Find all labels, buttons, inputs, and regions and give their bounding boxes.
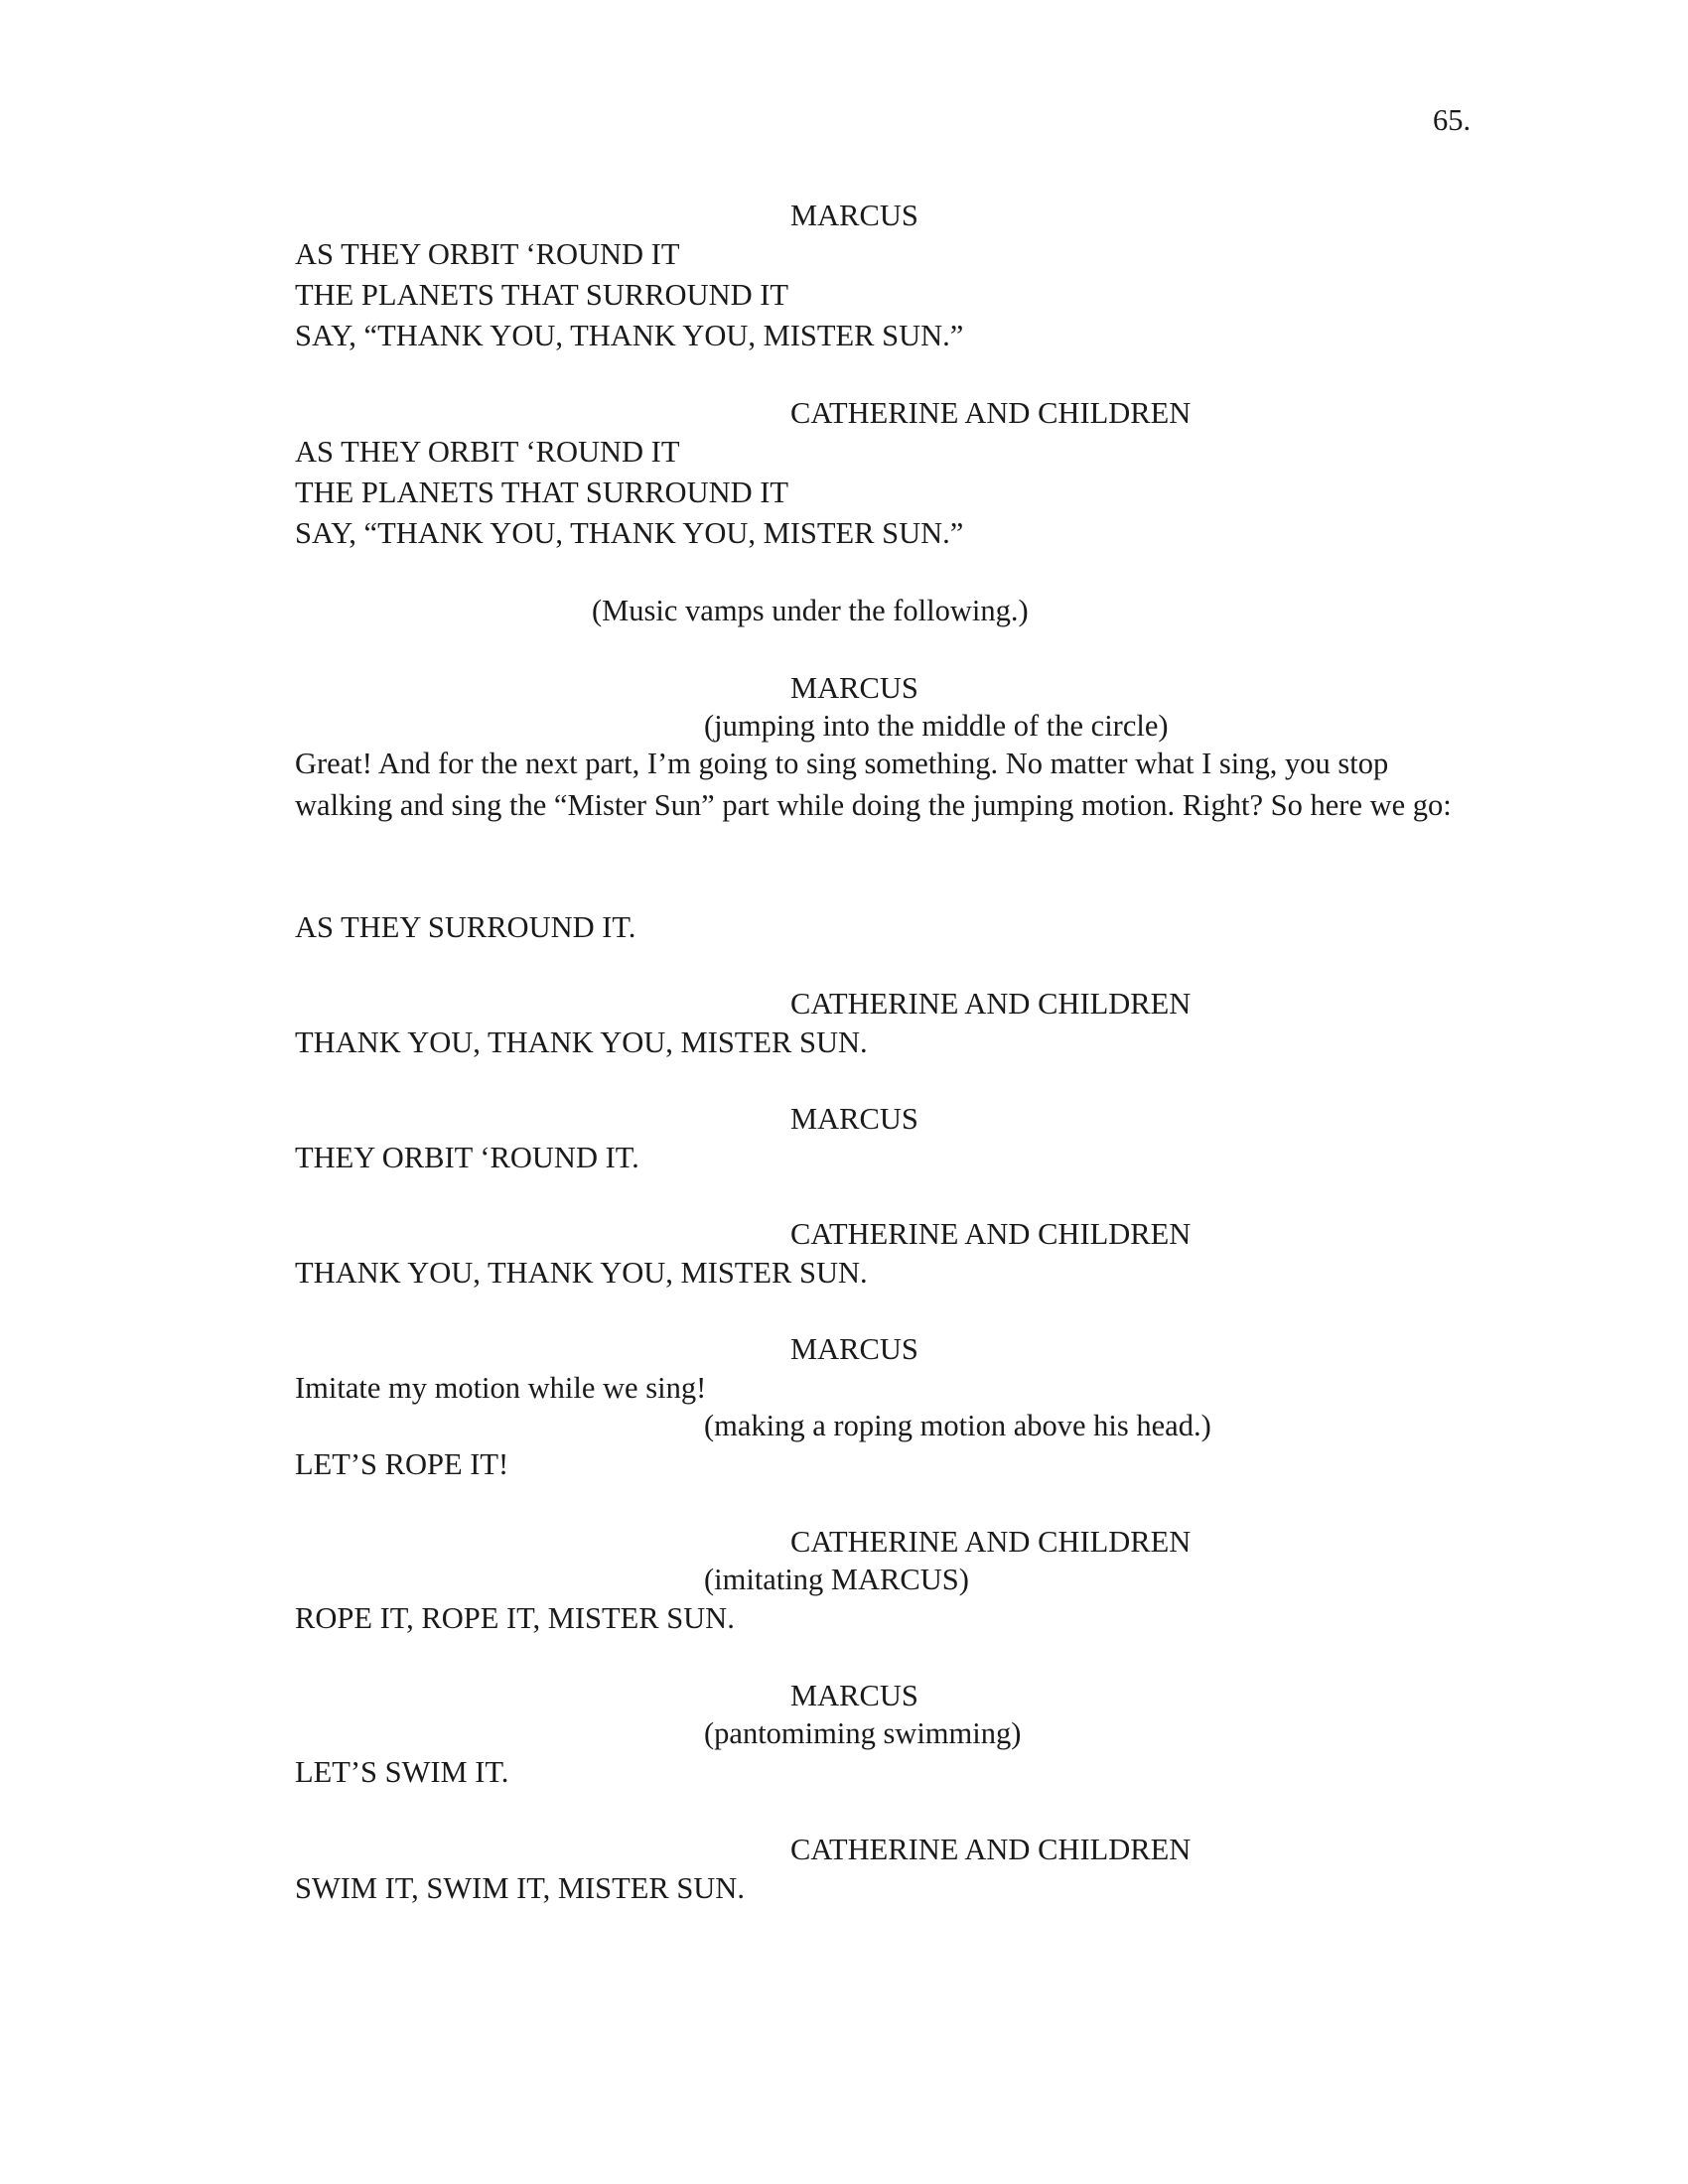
stage-direction: (Music vamps under the following.) [592, 594, 1029, 627]
lyric-line: SAY, “THANK YOU, THANK YOU, MISTER SUN.” [295, 319, 964, 352]
parenthetical: (jumping into the middle of the circle) [704, 709, 1169, 743]
lyric-line: LET’S SWIM IT. [295, 1755, 509, 1789]
character-cue: CATHERINE AND CHILDREN [790, 1217, 1192, 1251]
lyric-line: THANK YOU, THANK YOU, MISTER SUN. [295, 1025, 868, 1059]
parenthetical: (pantomiming swimming) [704, 1716, 1022, 1750]
character-cue: CATHERINE AND CHILDREN [790, 987, 1192, 1021]
dialogue-paragraph: Great! And for the next part, I’m going to sing something. No matter what I sing, you stop walking and sing the “Mister Sun” part while doing the jumping motion. Right? So here we go: [295, 747, 1452, 822]
character-cue: MARCUS [790, 1102, 918, 1136]
lyric-line: THANK YOU, THANK YOU, MISTER SUN. [295, 1256, 868, 1290]
character-cue: CATHERINE AND CHILDREN [790, 396, 1192, 430]
page-number: 65. [1433, 103, 1472, 137]
character-cue: MARCUS [790, 1332, 918, 1366]
character-cue: CATHERINE AND CHILDREN [790, 1833, 1192, 1866]
lyric-line: LET’S ROPE IT! [295, 1447, 509, 1481]
lyric-line: THE PLANETS THAT SURROUND IT [295, 278, 789, 312]
character-cue: CATHERINE AND CHILDREN [790, 1525, 1192, 1559]
lyric-line: SAY, “THANK YOU, THANK YOU, MISTER SUN.” [295, 516, 964, 550]
lyric-line: AS THEY ORBIT ‘ROUND IT [295, 435, 680, 469]
parenthetical: (imitating MARCUS) [704, 1563, 969, 1596]
lyric-line: ROPE IT, ROPE IT, MISTER SUN. [295, 1601, 735, 1635]
lyric-line: THE PLANETS THAT SURROUND IT [295, 476, 789, 509]
character-cue: MARCUS [790, 1679, 918, 1712]
lyric-line: AS THEY ORBIT ‘ROUND IT [295, 237, 680, 271]
character-cue: MARCUS [790, 671, 918, 705]
lyric-line: AS THEY SURROUND IT. [295, 910, 636, 944]
lyric-line: THEY ORBIT ‘ROUND IT. [295, 1141, 639, 1174]
dialogue-line: Imitate my motion while we sing! [295, 1371, 707, 1405]
character-cue: MARCUS [790, 199, 918, 232]
parenthetical: (making a roping motion above his head.) [704, 1409, 1211, 1442]
lyric-line: SWIM IT, SWIM IT, MISTER SUN. [295, 1871, 745, 1905]
